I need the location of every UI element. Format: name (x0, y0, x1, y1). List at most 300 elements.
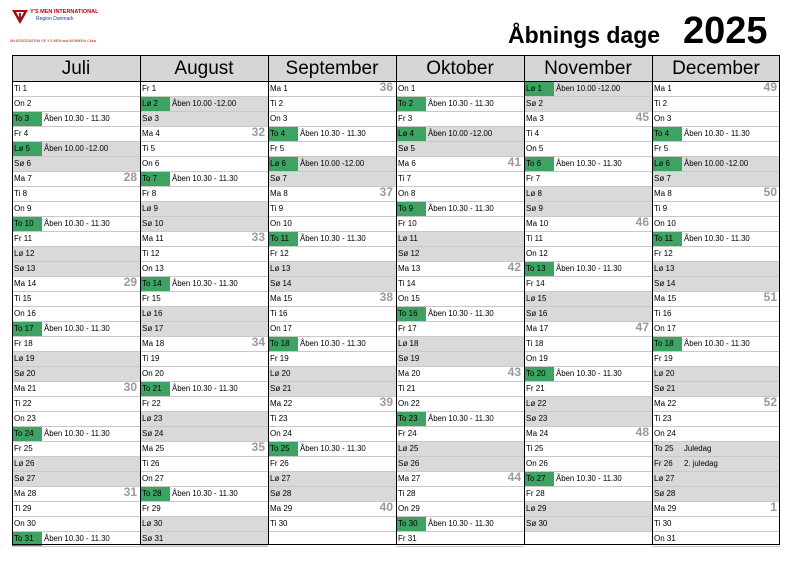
opening-hours-note: Åben 10.30 - 11.30 (428, 414, 494, 423)
opening-hours-note: Åben 10.00 -12.00 (684, 159, 749, 168)
day-row (396, 307, 524, 322)
opening-hours-note: Åben 10.00 -12.00 (428, 129, 493, 138)
day-label: Sø 23 (526, 414, 548, 423)
day-row (396, 277, 524, 292)
day-row (652, 307, 780, 322)
day-row (524, 472, 652, 487)
day-row (524, 142, 652, 157)
day-row (12, 187, 140, 202)
day-row (396, 187, 524, 202)
day-label: On 3 (270, 114, 288, 123)
day-label: Fr 7 (526, 174, 541, 183)
day-label: Ti 16 (654, 309, 672, 318)
week-number: 48 (635, 425, 649, 439)
day-label: Fr 19 (654, 354, 673, 363)
day-label: Fr 5 (270, 144, 285, 153)
day-label: Fr 4 (14, 129, 29, 138)
day-row (268, 97, 396, 112)
day-row (268, 232, 396, 247)
day-label: Lø 22 (526, 399, 547, 408)
day-row (524, 127, 652, 142)
day-label: On 8 (398, 189, 416, 198)
day-label: On 15 (398, 294, 420, 303)
day-row (524, 112, 652, 127)
month-header: Oktober (396, 55, 524, 82)
day-label: Ma 29 (270, 504, 293, 513)
holiday-note: 2. juledag (684, 459, 718, 468)
day-row (524, 217, 652, 232)
day-label: Ma 25 (142, 444, 165, 453)
day-row (396, 202, 524, 217)
day-row (524, 427, 652, 442)
day-row (396, 337, 524, 352)
day-row (396, 142, 524, 157)
day-row (652, 337, 780, 352)
week-number: 30 (123, 380, 137, 394)
calendar-grid (12, 55, 780, 545)
day-row (140, 517, 268, 532)
day-row (652, 187, 780, 202)
day-row (268, 202, 396, 217)
day-row (140, 472, 268, 487)
day-label: Ma 7 (14, 174, 32, 183)
day-row (140, 412, 268, 427)
day-row (524, 382, 652, 397)
day-label: On 12 (526, 249, 548, 258)
day-label: Lø 30 (142, 519, 163, 528)
day-row (652, 322, 780, 337)
day-label: Ti 22 (14, 399, 32, 408)
week-number: 43 (507, 365, 521, 379)
day-label: Fr 21 (526, 384, 545, 393)
day-row (12, 262, 140, 277)
day-row (524, 367, 652, 382)
day-row (396, 427, 524, 442)
day-row (396, 97, 524, 112)
day-label: Lø 25 (398, 444, 419, 453)
day-label: Ti 14 (398, 279, 416, 288)
day-row (140, 262, 268, 277)
day-row (396, 517, 524, 532)
day-row (524, 262, 652, 277)
day-label: Ti 7 (398, 174, 412, 183)
day-label: Fr 18 (14, 339, 33, 348)
day-label: Ma 1 (270, 84, 288, 93)
day-row (12, 202, 140, 217)
opening-hours-note: Åben 10.30 - 11.30 (44, 534, 110, 543)
day-row (652, 262, 780, 277)
day-row (652, 517, 780, 532)
day-label: Fr 10 (398, 219, 417, 228)
week-number: 29 (123, 275, 137, 289)
day-row (268, 397, 396, 412)
day-label: Sø 2 (526, 99, 543, 108)
opening-hours-note: Åben 10.30 - 11.30 (428, 204, 494, 213)
day-label: Lø 23 (142, 414, 163, 423)
week-number: 35 (251, 440, 265, 454)
day-row (140, 502, 268, 517)
day-label: To 2 (396, 97, 426, 111)
day-label: Ti 30 (270, 519, 288, 528)
day-row (12, 487, 140, 502)
day-row (652, 82, 780, 97)
ys-men-emblem-icon (10, 8, 30, 26)
month-column-1 (140, 55, 268, 545)
day-label: Sø 5 (398, 144, 415, 153)
day-label: On 23 (14, 414, 36, 423)
week-number: 47 (635, 320, 649, 334)
day-row (524, 517, 652, 532)
day-row (652, 427, 780, 442)
day-row (140, 382, 268, 397)
logo-name: Y'S MEN INTERNATIONAL (30, 9, 99, 15)
day-label: To 30 (396, 517, 426, 531)
day-row (268, 307, 396, 322)
day-row (524, 202, 652, 217)
day-row (268, 517, 396, 532)
day-row (396, 127, 524, 142)
logo-region: Region Danmark (36, 16, 74, 22)
day-row (396, 442, 524, 457)
day-label: On 3 (654, 114, 672, 123)
day-row (652, 442, 780, 457)
day-row (12, 172, 140, 187)
day-row (140, 187, 268, 202)
day-row (524, 487, 652, 502)
day-row (268, 487, 396, 502)
day-label: Lø 12 (14, 249, 35, 258)
day-row (140, 487, 268, 502)
day-row (652, 292, 780, 307)
day-label: Ti 18 (526, 339, 544, 348)
opening-hours-note: Åben 10.30 - 11.30 (428, 309, 494, 318)
opening-hours-note: Åben 10.30 - 11.30 (556, 264, 622, 273)
day-row (652, 247, 780, 262)
day-row (12, 277, 140, 292)
day-label: On 22 (398, 399, 420, 408)
day-row (140, 142, 268, 157)
day-row (140, 157, 268, 172)
logo (10, 8, 135, 48)
day-row (652, 397, 780, 412)
day-label: On 5 (526, 144, 544, 153)
day-label: Lø 19 (14, 354, 35, 363)
day-row (524, 247, 652, 262)
day-label: Sø 12 (398, 249, 420, 258)
week-number: 33 (251, 230, 265, 244)
day-label: Ma 18 (142, 339, 165, 348)
day-label: Lø 29 (526, 504, 547, 513)
day-label: Lø 18 (398, 339, 419, 348)
day-row (652, 532, 780, 547)
day-label: Ma 15 (654, 294, 677, 303)
day-row (652, 97, 780, 112)
day-row (12, 472, 140, 487)
day-label: Ti 8 (14, 189, 28, 198)
day-label: Sø 16 (526, 309, 548, 318)
day-label: To 7 (140, 172, 170, 186)
day-row (652, 127, 780, 142)
day-row (12, 427, 140, 442)
week-number: 44 (507, 470, 521, 484)
opening-hours-note: Åben 10.30 - 11.30 (44, 324, 110, 333)
day-row (268, 427, 396, 442)
day-row (140, 82, 268, 97)
day-row (12, 142, 140, 157)
day-label: Lø 4 (396, 127, 426, 141)
day-row (12, 397, 140, 412)
year-title: 2025 (683, 10, 768, 52)
day-row (268, 337, 396, 352)
day-label: Sø 30 (526, 519, 548, 528)
day-label: To 28 (140, 487, 170, 501)
opening-hours-note: Åben 10.00 -12.00 (172, 99, 237, 108)
day-label: Ti 2 (270, 99, 284, 108)
day-label: Ti 9 (270, 204, 284, 213)
day-row (12, 82, 140, 97)
day-row (396, 502, 524, 517)
week-number: 37 (379, 185, 393, 199)
day-row (12, 517, 140, 532)
opening-hours-note: Åben 10.00 -12.00 (44, 144, 109, 153)
day-label: Lø 16 (142, 309, 163, 318)
day-label: Ti 12 (142, 249, 160, 258)
day-label: To 27 (524, 472, 554, 486)
day-label: Ti 5 (142, 144, 156, 153)
day-label: Ti 1 (14, 84, 28, 93)
day-label: Sø 9 (526, 204, 543, 213)
day-row (12, 232, 140, 247)
day-label: On 26 (526, 459, 548, 468)
day-label: On 6 (142, 159, 160, 168)
day-row (140, 352, 268, 367)
opening-hours-note: Åben 10.30 - 11.30 (172, 279, 238, 288)
opening-hours-note: Åben 10.00 -12.00 (300, 159, 365, 168)
day-label: Ti 29 (14, 504, 32, 513)
day-label: To 13 (524, 262, 554, 276)
day-row (396, 382, 524, 397)
day-row (524, 307, 652, 322)
day-row (268, 172, 396, 187)
day-row (396, 217, 524, 232)
week-number: 32 (251, 125, 265, 139)
day-row (396, 112, 524, 127)
day-row (524, 412, 652, 427)
day-label: Sø 21 (654, 384, 676, 393)
day-row (140, 97, 268, 112)
day-row (268, 217, 396, 232)
day-label: Fr 26 (270, 459, 289, 468)
month-header: December (652, 55, 780, 82)
day-label: Ma 22 (654, 399, 677, 408)
day-row (12, 112, 140, 127)
day-label: To 18 (268, 337, 298, 351)
day-row (268, 382, 396, 397)
day-row (140, 217, 268, 232)
day-label: Sø 14 (654, 279, 676, 288)
day-label: To 23 (396, 412, 426, 426)
day-row (12, 457, 140, 472)
day-label: Lø 27 (654, 474, 675, 483)
opening-hours-note: Åben 10.30 - 11.30 (172, 489, 238, 498)
day-row (652, 457, 780, 472)
day-row (652, 112, 780, 127)
day-row (12, 532, 140, 547)
day-label: To 21 (140, 382, 170, 396)
day-label: Ti 4 (526, 129, 540, 138)
column-divider (524, 55, 525, 545)
month-column-0 (12, 55, 140, 545)
day-label: Ti 28 (398, 489, 416, 498)
week-number: 40 (379, 500, 393, 514)
opening-hours-note: Åben 10.30 - 11.30 (428, 519, 494, 528)
day-row (652, 217, 780, 232)
day-label: Ma 10 (526, 219, 549, 228)
day-label: Fr 24 (398, 429, 417, 438)
week-number: 39 (379, 395, 393, 409)
day-row (524, 187, 652, 202)
day-label: To 11 (652, 232, 682, 246)
day-row (12, 412, 140, 427)
day-label: Lø 9 (142, 204, 159, 213)
day-row (268, 112, 396, 127)
month-column-2 (268, 55, 396, 545)
day-label: On 10 (654, 219, 676, 228)
day-row (652, 142, 780, 157)
day-label: Sø 13 (14, 264, 36, 273)
day-row (268, 82, 396, 97)
day-label: Ma 22 (270, 399, 293, 408)
day-label: Ma 15 (270, 294, 293, 303)
day-label: Lø 6 (652, 157, 682, 171)
week-number: 45 (635, 110, 649, 124)
opening-hours-note: Åben 10.30 - 11.30 (44, 114, 110, 123)
day-row (140, 232, 268, 247)
day-label: Fr 5 (654, 144, 669, 153)
day-label: Ma 20 (398, 369, 421, 378)
week-number: 34 (251, 335, 265, 349)
day-row (268, 442, 396, 457)
day-label: To 10 (12, 217, 42, 231)
day-label: Ma 1 (654, 84, 672, 93)
opening-hours-note: Åben 10.00 -12.00 (556, 84, 621, 93)
day-row (524, 502, 652, 517)
day-label: To 6 (524, 157, 554, 171)
day-row (524, 457, 652, 472)
day-label: On 16 (14, 309, 36, 318)
day-row (396, 232, 524, 247)
opening-hours-note: Åben 10.30 - 11.30 (300, 444, 366, 453)
day-label: Ti 16 (270, 309, 288, 318)
day-row (396, 412, 524, 427)
day-label: To 31 (12, 532, 42, 546)
day-label: Fr 1 (142, 84, 157, 93)
day-label: Ti 2 (654, 99, 668, 108)
week-number: 31 (123, 485, 137, 499)
day-row (140, 292, 268, 307)
day-row (140, 322, 268, 337)
month-header: September (268, 55, 396, 82)
day-label: Sø 3 (142, 114, 159, 123)
day-label: Ma 4 (142, 129, 160, 138)
day-label: Lø 2 (140, 97, 170, 111)
day-label: To 25 (654, 444, 674, 453)
day-row (140, 457, 268, 472)
day-row (12, 352, 140, 367)
day-row (140, 112, 268, 127)
day-label: Fr 12 (654, 249, 673, 258)
week-number: 49 (763, 80, 777, 94)
holiday-note: Juledag (684, 444, 712, 453)
week-number: 38 (379, 290, 393, 304)
day-row (12, 127, 140, 142)
day-label: To 24 (12, 427, 42, 441)
day-row (396, 397, 524, 412)
day-label: On 2 (14, 99, 32, 108)
day-row (396, 472, 524, 487)
day-label: Ma 8 (654, 189, 672, 198)
opening-hours-note: Åben 10.30 - 11.30 (300, 234, 366, 243)
column-divider (652, 55, 653, 545)
day-label: To 16 (396, 307, 426, 321)
day-label: Sø 7 (270, 174, 287, 183)
day-label: On 29 (398, 504, 420, 513)
day-label: Lø 5 (12, 142, 42, 156)
day-row (652, 487, 780, 502)
day-label: Sø 21 (270, 384, 292, 393)
day-row (140, 277, 268, 292)
day-label: Ma 29 (654, 504, 677, 513)
day-label: On 17 (270, 324, 292, 333)
day-label: Ti 30 (654, 519, 672, 528)
day-row (396, 247, 524, 262)
opening-hours-note: Åben 10.30 - 11.30 (300, 129, 366, 138)
day-row (268, 472, 396, 487)
day-row (268, 247, 396, 262)
day-label: On 10 (270, 219, 292, 228)
opening-hours-note: Åben 10.30 - 11.30 (172, 174, 238, 183)
day-row (396, 157, 524, 172)
day-label: Lø 8 (526, 189, 543, 198)
day-label: Lø 6 (268, 157, 298, 171)
day-row (652, 277, 780, 292)
column-divider (140, 55, 141, 545)
day-label: Sø 27 (14, 474, 36, 483)
day-label: Fr 11 (14, 234, 33, 243)
day-row (524, 172, 652, 187)
day-label: On 27 (142, 474, 164, 483)
day-label: Ti 11 (526, 234, 543, 243)
day-row (12, 292, 140, 307)
day-label: Fr 29 (142, 504, 161, 513)
day-row (524, 82, 652, 97)
day-row (12, 217, 140, 232)
day-row (524, 292, 652, 307)
column-divider (268, 55, 269, 545)
opening-hours-note: Åben 10.30 - 11.30 (556, 159, 622, 168)
page-title: Åbnings dage (508, 22, 661, 48)
day-row (140, 397, 268, 412)
day-row (12, 322, 140, 337)
day-label: Lø 1 (524, 82, 554, 96)
opening-hours-note: Åben 10.30 - 11.30 (684, 234, 750, 243)
day-row (524, 277, 652, 292)
day-row (140, 367, 268, 382)
day-label: Fr 17 (398, 324, 417, 333)
day-label: Ma 8 (270, 189, 288, 198)
day-label: On 24 (270, 429, 292, 438)
week-number: 28 (123, 170, 137, 184)
